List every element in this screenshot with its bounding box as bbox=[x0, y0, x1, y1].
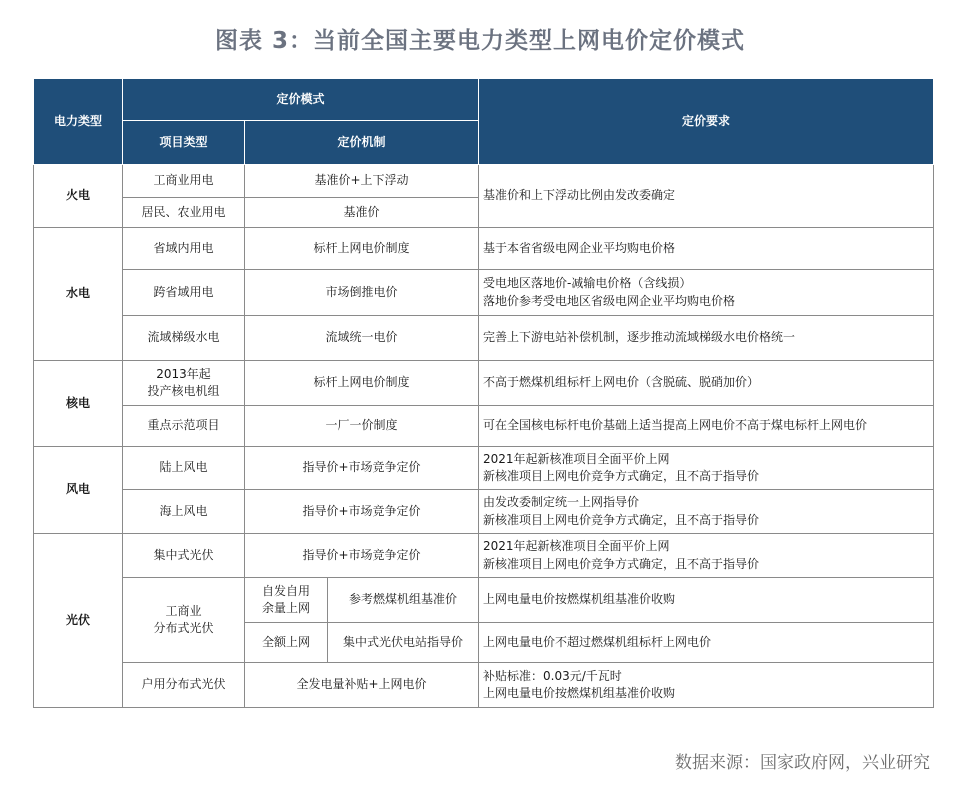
source-note: 数据来源：国家政府网，兴业研究 bbox=[675, 753, 930, 773]
item-line: 工商业 bbox=[165, 603, 202, 618]
requirement-line: 补贴标准：0.03元/千瓦时 bbox=[483, 668, 622, 683]
header-power-type: 电力类型 bbox=[34, 79, 123, 165]
requirement-line: 新核准项目上网电价竞争方式确定，且不高于指导价 bbox=[483, 512, 760, 527]
table-row bbox=[34, 534, 934, 578]
sub-item-line: 自发自用 bbox=[261, 583, 310, 598]
header-pricing-mode: 定价模式 bbox=[123, 79, 479, 121]
pricing-table bbox=[33, 78, 934, 708]
mechanism-cell: 指导价+市场竞争定价 bbox=[245, 490, 479, 534]
mechanism-cell: 指导价+市场竞争定价 bbox=[245, 447, 479, 490]
item-cell: 陆上风电 bbox=[123, 447, 245, 490]
type-nuclear: 核电 bbox=[34, 361, 123, 447]
requirement-line: 上网电量电价按燃煤机组基准价收购 bbox=[483, 686, 676, 700]
mechanism-cell: 一厂一价制度 bbox=[245, 406, 479, 447]
table-row bbox=[34, 228, 934, 270]
table-row bbox=[34, 490, 934, 534]
requirement-line: 由发改委制定统一上网指导价 bbox=[483, 495, 640, 510]
item-line: 投产核电机组 bbox=[147, 384, 220, 398]
requirement-cell bbox=[479, 534, 934, 578]
item-cell: 居民、农业用电 bbox=[123, 198, 245, 228]
item-cell: 重点示范项目 bbox=[123, 406, 245, 447]
table-row bbox=[34, 663, 934, 708]
requirement-cell bbox=[479, 447, 934, 490]
page-title: 图表 3：当前全国主要电力类型上网电价定价模式 bbox=[214, 28, 745, 54]
sub-item-line: 余量上网 bbox=[261, 601, 310, 615]
header-item-type: 项目类型 bbox=[123, 121, 245, 165]
table-row bbox=[34, 406, 934, 447]
requirement-cell: 完善上下游电站补偿机制，逐步推动流域梯级水电价格统一 bbox=[479, 316, 934, 361]
item-cell: 户用分布式光伏 bbox=[123, 663, 245, 708]
requirement-cell bbox=[479, 270, 934, 316]
item-line: 2013年起 bbox=[156, 366, 211, 381]
header-pricing-mechanism: 定价机制 bbox=[245, 121, 479, 165]
mechanism-cell: 参考燃煤机组基准价 bbox=[328, 578, 479, 623]
table-row bbox=[34, 361, 934, 406]
type-thermal: 火电 bbox=[34, 165, 123, 228]
type-solar: 光伏 bbox=[34, 534, 123, 708]
table-row bbox=[34, 578, 934, 623]
item-cell bbox=[123, 578, 245, 663]
item-cell: 海上风电 bbox=[123, 490, 245, 534]
mechanism-cell: 标杆上网电价制度 bbox=[245, 228, 479, 270]
requirement-cell bbox=[479, 490, 934, 534]
table-row bbox=[34, 270, 934, 316]
type-wind: 风电 bbox=[34, 447, 123, 534]
item-cell bbox=[123, 361, 245, 406]
mechanism-cell: 全发电量补贴+上网电价 bbox=[245, 663, 479, 708]
requirement-cell: 不高于燃煤机组标杆上网电价（含脱硫、脱硝加价） bbox=[479, 361, 934, 406]
requirement-line: 2021年起新核准项目全面平价上网 bbox=[483, 451, 670, 466]
mechanism-cell: 流域统一电价 bbox=[245, 316, 479, 361]
mechanism-cell: 指导价+市场竞争定价 bbox=[245, 534, 479, 578]
header-pricing-requirement: 定价要求 bbox=[479, 79, 934, 165]
requirement-cell bbox=[479, 663, 934, 708]
requirement-line: 新核准项目上网电价竞争方式确定，且不高于指导价 bbox=[483, 469, 760, 483]
item-cell: 工商业用电 bbox=[123, 165, 245, 198]
requirement-cell: 上网电量电价按燃煤机组基准价收购 bbox=[479, 578, 934, 623]
mechanism-cell: 市场倒推电价 bbox=[245, 270, 479, 316]
item-cell: 省域内用电 bbox=[123, 228, 245, 270]
requirement-line: 受电地区落地价-减输电价格（含线损） bbox=[483, 276, 692, 291]
item-cell: 跨省域用电 bbox=[123, 270, 245, 316]
sub-item-cell bbox=[245, 578, 328, 623]
type-hydro: 水电 bbox=[34, 228, 123, 361]
table-row bbox=[34, 316, 934, 361]
requirement-cell: 基于本省省级电网企业平均购电价格 bbox=[479, 228, 934, 270]
requirement-line: 2021年起新核准项目全面平价上网 bbox=[483, 539, 670, 554]
item-line: 分布式光伏 bbox=[153, 621, 214, 635]
mechanism-cell: 基准价 bbox=[245, 198, 479, 228]
sub-item-cell: 全额上网 bbox=[245, 623, 328, 663]
requirement-cell: 上网电量电价不超过燃煤机组标杆上网电价 bbox=[479, 623, 934, 663]
table-row bbox=[34, 165, 934, 198]
mechanism-cell: 集中式光伏电站指导价 bbox=[328, 623, 479, 663]
requirement-cell: 基准价和上下浮动比例由发改委确定 bbox=[479, 165, 934, 228]
item-cell: 流域梯级水电 bbox=[123, 316, 245, 361]
item-cell: 集中式光伏 bbox=[123, 534, 245, 578]
requirement-line: 落地价参考受电地区省级电网企业平均购电价格 bbox=[483, 293, 736, 308]
table-row bbox=[34, 447, 934, 490]
requirement-line: 新核准项目上网电价竞争方式确定，且不高于指导价 bbox=[483, 556, 760, 571]
requirement-cell: 可在全国核电标杆电价基础上适当提高上网电价不高于煤电标杆上网电价 bbox=[479, 406, 934, 447]
mechanism-cell: 基准价+上下浮动 bbox=[245, 165, 479, 198]
mechanism-cell: 标杆上网电价制度 bbox=[245, 361, 479, 406]
